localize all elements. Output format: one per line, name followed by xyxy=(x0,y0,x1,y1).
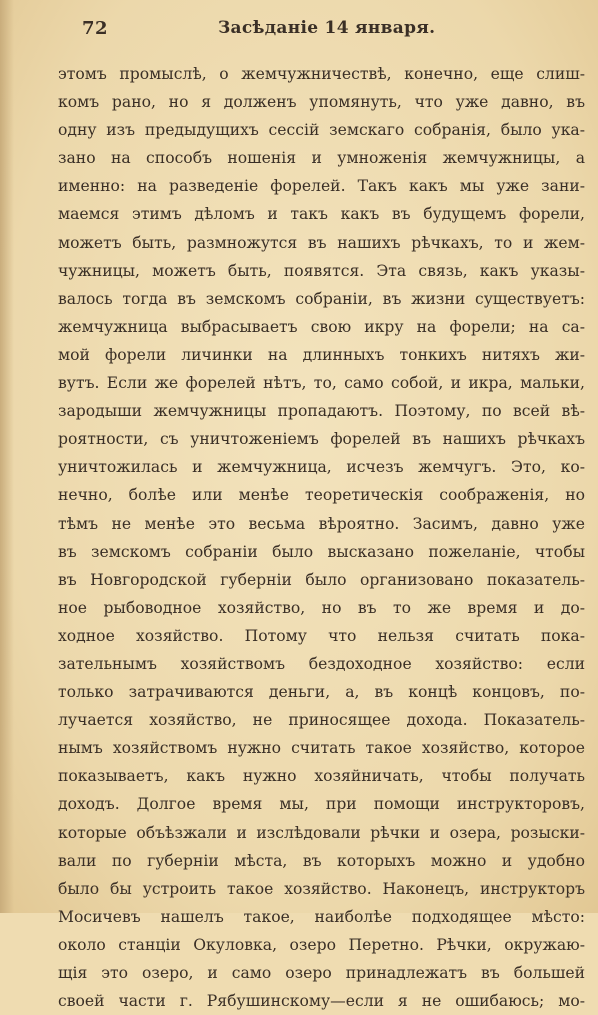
text-line: жемчужница выбрасываетъ свою икру на форели; на са- xyxy=(58,317,585,336)
text-line: около станціи Окуловка, озеро Перетно. Рѣчки, окружаю- xyxy=(58,935,585,954)
text-line: маемся этимъ дѣломъ и такъ какъ въ будущемъ форели, xyxy=(58,205,585,224)
text-line: доходъ. Долгое время мы, при помощи инструкторовъ, xyxy=(58,795,585,814)
body-text xyxy=(58,60,585,1015)
running-head: Засѣданіе 14 января. xyxy=(218,18,436,38)
text-line: показываетъ, какъ нужно хозяйничать, чтобы получать xyxy=(58,767,585,786)
text-line: комъ рано, но я долженъ упомянуть, что уже давно, въ xyxy=(58,93,585,112)
page-number: 72 xyxy=(82,18,109,39)
text-line: въ Новгородской губерніи было организовано показатель- xyxy=(58,570,585,589)
text-line: нечно, болѣе или менѣе теоретическія соображенія, но xyxy=(58,486,585,505)
text-line: вали по губерніи мѣста, въ которыхъ можно и удобно xyxy=(58,851,585,870)
text-line: было бы устроить такое хозяйство. Наконецъ, инструкторъ xyxy=(58,879,585,898)
text-line: только затрачиваются деньги, а, въ концѣ концовъ, по- xyxy=(58,683,585,702)
text-line: мой форели личинки на длинныхъ тонкихъ нитяхъ жи- xyxy=(58,345,585,364)
text-line: можетъ быть, размножутся въ нашихъ рѣчкахъ, то и жем- xyxy=(58,233,585,252)
text-line: чужницы, можетъ быть, появятся. Эта связь, какъ указы- xyxy=(58,261,585,280)
text-line: вутъ. Если же форелей нѣтъ, то, само собой, и икра, мальки, xyxy=(58,374,585,393)
text-line: уничтожилась и жемчужница, исчезъ жемчугъ. Это, ко- xyxy=(58,458,585,477)
text-line: валось тогда въ земскомъ собраніи, въ жизни существуетъ: xyxy=(58,289,585,308)
text-line: нымъ хозяйствомъ нужно считать такое хозяйство, которое xyxy=(58,739,585,758)
text-line: роятности, съ уничтоженіемъ форелей въ нашихъ рѣчкахъ xyxy=(58,430,585,449)
text-line: именно: на разведеніе форелей. Такъ какъ мы уже зани- xyxy=(58,177,585,196)
text-line: ходное хозяйство. Потому что нельзя считать пока- xyxy=(58,626,585,645)
text-line: одну изъ предыдущихъ сессій земскаго собранія, было ука- xyxy=(58,121,585,140)
text-line: лучается хозяйство, не приносящее дохода. Показатель- xyxy=(58,711,585,730)
text-line: которые объѣзжали и изслѣдовали рѣчки и озера, розыски- xyxy=(58,823,585,842)
text-line: зательнымъ хозяйствомъ бездоходное хозяйство: если xyxy=(58,654,585,673)
page-header xyxy=(58,18,568,44)
text-line: Мосичевъ нашелъ такое, наиболѣе подходящее мѣсто: xyxy=(58,907,585,926)
text-line: зародыши жемчужницы пропадаютъ. Поэтому, по всей вѣ- xyxy=(58,402,585,421)
text-line: зано на способъ ношенія и умноженія жемчужницы, а xyxy=(58,149,585,168)
text-line: щія это озеро, и само озеро принадлежатъ въ большей xyxy=(58,964,585,982)
text-line: въ земскомъ собраніи было высказано пожеланіе, чтобы xyxy=(58,542,585,561)
text-line: ное рыбоводное хозяйство, но въ то же время и до- xyxy=(58,598,585,617)
text-line: этомъ промыслѣ, о жемчужничествѣ, конечно, еще слиш- xyxy=(58,65,585,83)
text-line: тѣмъ не менѣе это весьма вѣроятно. Засимъ, давно уже xyxy=(58,514,585,533)
text-line: своей части г. Рябушинскому—если я не ошибаюсь; мо- xyxy=(58,992,585,1011)
page-gutter-shadow xyxy=(0,0,14,913)
